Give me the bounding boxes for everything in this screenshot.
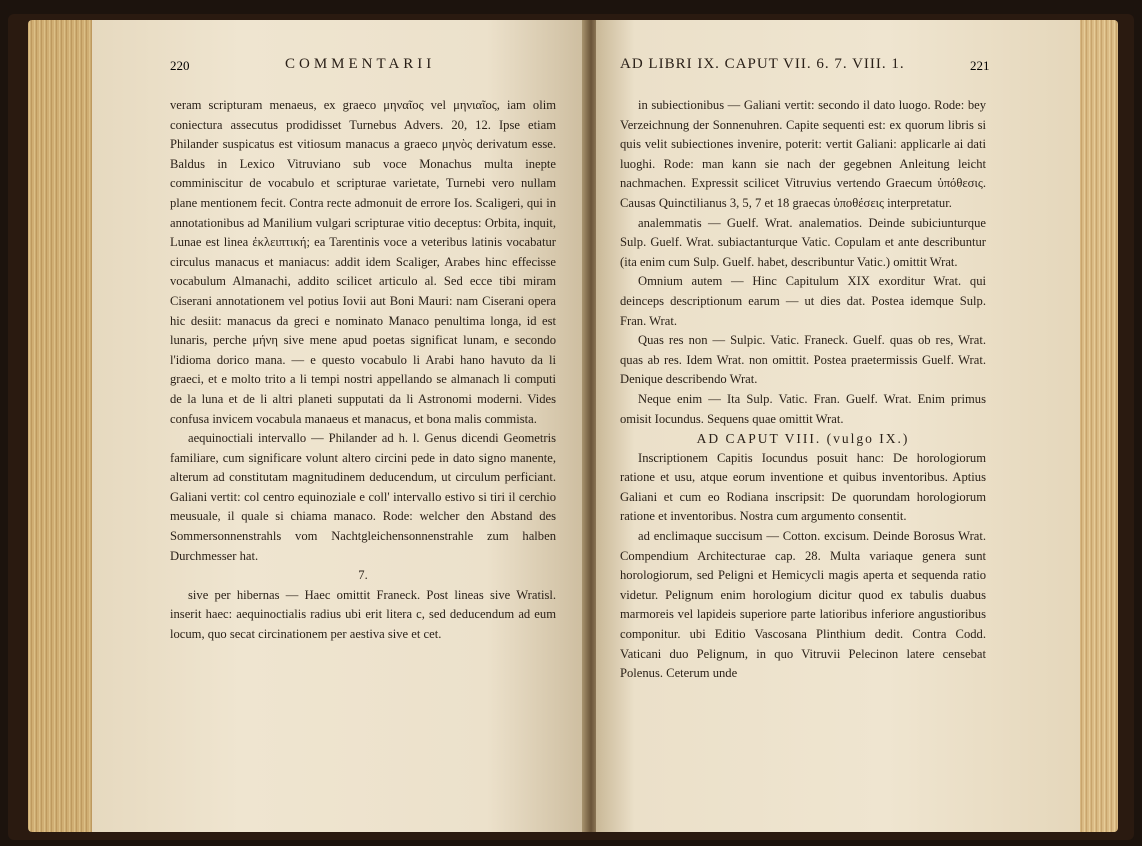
right-paragraph-4: Quas res non — Sulpic. Vatic. Franeck. Guelf. quas ob res, Wrat. quas ab res. Idem Wrat. non omittit. Postea praetermissis Guelf. Wrat. Denique describendo Wrat. — [620, 333, 986, 387]
left-section-number: 7. — [358, 568, 368, 583]
right-page-edges — [1078, 20, 1118, 832]
left-page-text — [170, 96, 556, 645]
right-paragraph-3: Omnium autem — Hinc Capitulum XIX exorditur Wrat. qui deinceps descriptionum earum — ut dies dat. Postea idemque Sulp. Fran. Wrat. — [620, 274, 986, 328]
right-page-text — [620, 96, 986, 684]
right-paragraph-1: in subiectionibus — Galiani vertit: secondo il dato luogo. Rode: bey Verzeichnung der Sonnenuhren. Capite sequenti est: ex quorum libris si quis velit subiectiones invenire, poterit: vertit Galiani: applicarle ai dati luoghi. Rode: man kann sie nach der gegebnen Anleitung leicht nachmachen. Expressit scilicet Vitruvius vertendo Graecum ὑπόθεσις. Causas Quinctilianus 3, 5, 7 et 18 graecas ὑποθέσεις interpretatur. — [620, 98, 986, 210]
right-paragraph-2: analemmatis — Guelf. Wrat. analematios. Deinde subiciunturque Sulp. Guelf. Wrat. subiactanturque Vatic. Copulam et ante describuntur (ita enim cum Sulp. Guelf. habet, describuntur Vatic.) omittit Wrat. — [620, 215, 986, 269]
left-paragraph-2: aequinoctiali intervallo — Philander ad h. l. Genus dicendi Geometris familiare, cum significare volunt altero circini pede in dato signo manente, alterum ad constitutam magnitudinem deducendum, ut circulum perficiant. Galiani vertit: col centro equinoziale e coll' intervallo estivo si tiri il cerchio meusuale, il quale si chiama manaco. Rode: welcher den Abstand des Sommersonnenstrahls vom Nachtgleichensonnenstrahle zum halben Durchmesser hat. — [170, 431, 556, 563]
right-running-head: AD LIBRI IX. CAPUT VII. 6. 7. VIII. 1. — [620, 56, 905, 72]
left-paragraph-3: sive per hibernas — Haec omittit Franeck. Post lineas sive Wratisl. inserit haec: aequinoctialis radius ubi erit litera c, sed deducendum ad eum locum, quo secat circinationem per aestiva sive et cet. — [170, 587, 556, 642]
right-section-heading: AD CAPUT VIII. (vulgo IX.) — [696, 431, 910, 447]
left-page-number: 220 — [170, 58, 190, 73]
left-page-edges — [28, 20, 96, 832]
left-running-head: COMMENTARII — [285, 56, 436, 72]
right-paragraph-6: Inscriptionem Capitis Iocundus posuit hanc: De horologiorum ratione et usu, atque eorum inventione et quibus inventoribus. Aptius Galiani et cum eo Rodiana inscripsit: De quorundam horologiorum ratione et inventoribus. Nostra cum argumento consentit. — [620, 450, 986, 524]
left-paragraph-1: veram scripturam menaeus, ex graeco μηναῖος vel μηνιαῖος, iam olim coniectura assecutus prodidisset Turnebus Advers. 20, 12. Ipse etiam Philander suspicatus est vitiosum manacus a graeco μηνὸς derivatum esse. Baldus in Lexico Vitruviano sub voce Monachus multa inepte comminiscitur de vocabulo et scripturae varietate, Turnebi vero nullam plane mentionem fecit. Contra recte admonuit de errore Ios. Scaligeri, qui in annotationibus ad Manilium vulgari scripturae vitio deceptus: Orbita, inquit, Lunae est linea ἐκλειπτική; ea Tarentinis voce a veteribus latinis vocabatur circulus manacus et maniacus: addit idem Scaliger, Arabes hinc effecisse vocabulum Almanachi, addito scilicet articulo al. Sed ecce tibi miram Ciserani annotationem vel potius Iovii aut Boni Mauri: nam Ciserani opera hic desiit: manacus da greci e nominato Manaco penultima longa, id est lunaris, perche μήνη sive mene apud poetas significat lunam, e secondo l'idioma dorico mana. — e questo vocabulo li Arabi hano havuto da li graeci, et e molto trito a li tempi nostri appellando se almanach li computi de la luna et de li altri planeti supputati da li Astronomi moderni. Vides confusa invicem vocabula manaeus et manacus, et bona malis commista. — [170, 98, 556, 426]
right-paragraph-7: ad enclimaque succisum — Cotton. excisum. Deinde Borosus Wrat. Compendium Architecturae cap. 28. Multa variaque genera sunt horologiorum, sed Peligni et Hemicycli magis aperta et sequenda ratio videtur. Pelignum enim horologium dicitur quod ex tabulis duabus marmoreis vel lapideis superiore parte latioribus inferiore angustioribus componitur. ubi Editio Vascosana Plinthium dedit. Contra Codd. Vaticani duo Pelignum, in quo Vitruvii Pelecinon latere censebat Polenus. Ceterum unde — [620, 529, 986, 681]
right-paragraph-5: Neque enim — Ita Sulp. Vatic. Fran. Guelf. Wrat. Enim primus omisit Iocundus. Sequens quae omittit Wrat. — [620, 391, 986, 426]
right-page-number: 221 — [970, 58, 990, 73]
